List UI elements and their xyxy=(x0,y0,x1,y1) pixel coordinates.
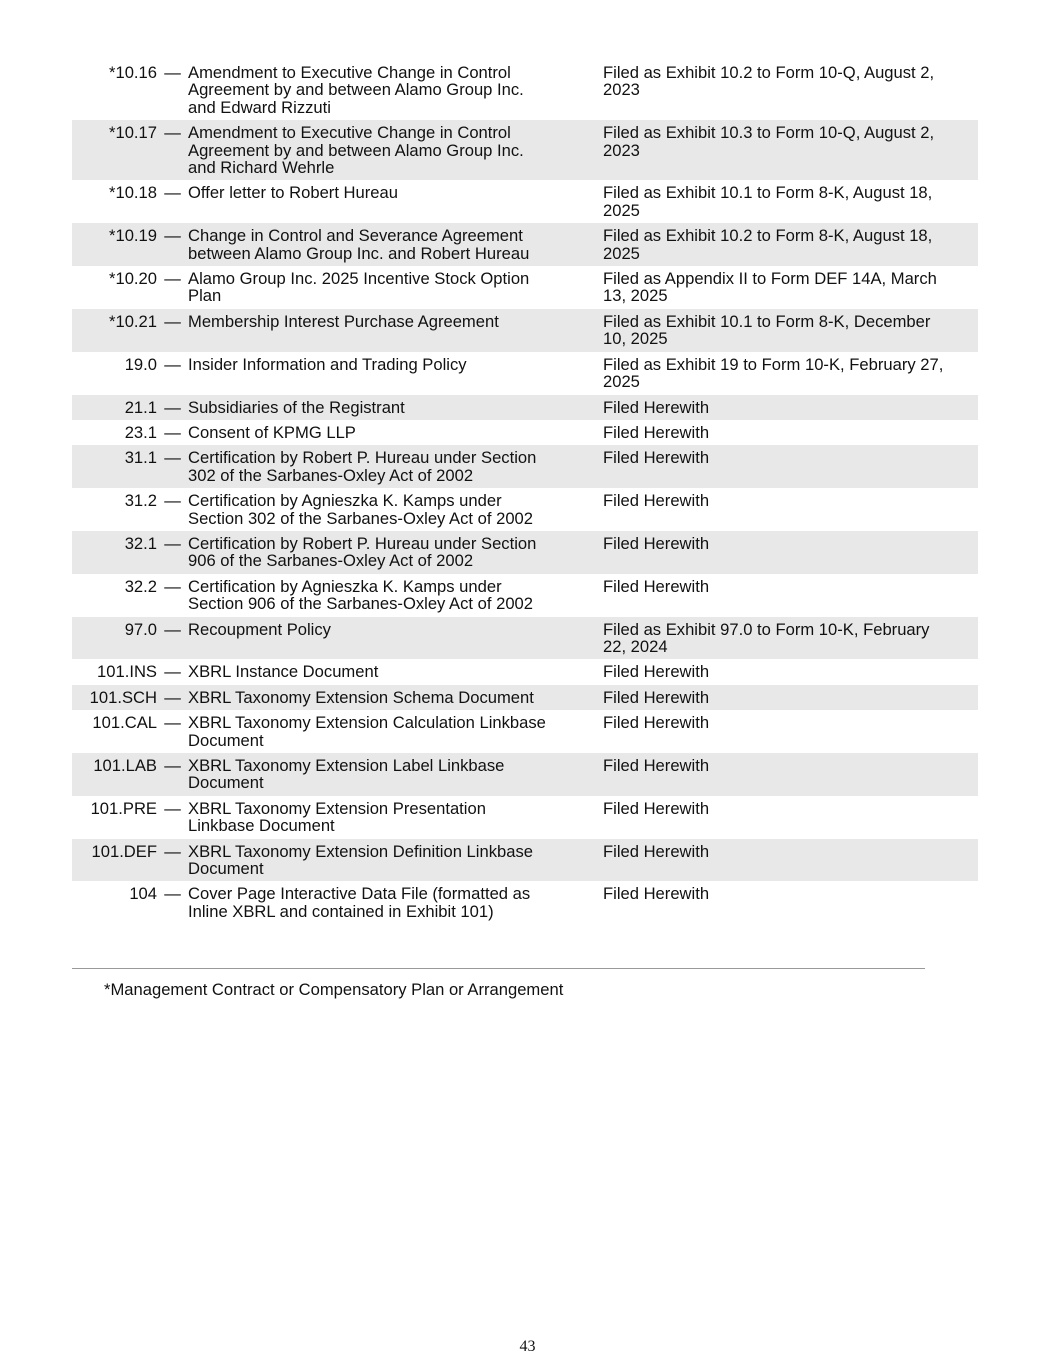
filing-line: Filed as Exhibit 10.2 to Form 10-Q, August 2, xyxy=(603,63,935,82)
exhibit-number: 101.SCH xyxy=(89,687,157,707)
exhibit-number: 101.PRE xyxy=(90,798,157,818)
description-line: XBRL Taxonomy Extension Calculation Linkbase xyxy=(188,713,546,733)
description-line: Cover Page Interactive Data File (formatted as xyxy=(188,884,531,904)
filing-line: Filed Herewith xyxy=(603,491,710,511)
exhibit-row xyxy=(72,420,978,445)
exhibit-row xyxy=(72,685,978,710)
exhibit-description xyxy=(188,800,588,835)
filing-line: 10, 2025 xyxy=(603,329,668,349)
filing-line: 2023 xyxy=(603,80,640,100)
separator-dash: — xyxy=(164,756,181,775)
filing-line: Filed as Exhibit 10.1 to Form 8-K, August 18, xyxy=(603,183,933,203)
filing-line: Filed Herewith xyxy=(603,687,710,707)
separator-dash: — xyxy=(164,662,181,682)
filing-line: 13, 2025 xyxy=(603,286,668,306)
filing-line: Filed as Exhibit 10.3 to Form 10-Q, August 2, xyxy=(603,123,935,143)
description-line: and Richard Wehrle xyxy=(188,158,335,178)
description-line: XBRL Taxonomy Extension Label Linkbase xyxy=(188,756,505,775)
filing-reference xyxy=(603,313,973,348)
exhibit-row xyxy=(72,266,978,309)
footnote: *Management Contract or Compensatory Plan or Arrangement xyxy=(104,980,564,999)
filing-line: Filed Herewith xyxy=(603,397,710,417)
exhibit-description xyxy=(188,843,588,878)
exhibit-row xyxy=(72,445,978,488)
separator-dash: — xyxy=(164,123,181,143)
filing-reference xyxy=(603,714,973,749)
exhibit-description xyxy=(188,424,588,441)
description-line: 906 of the Sarbanes-Oxley Act of 2002 xyxy=(188,551,474,571)
filing-reference xyxy=(603,227,973,262)
exhibit-number: 101.INS xyxy=(97,662,157,682)
filing-line: Filed Herewith xyxy=(603,713,710,733)
filing-reference xyxy=(603,399,973,416)
filing-reference xyxy=(603,535,973,570)
filing-line: 2023 xyxy=(603,140,640,160)
description-line: Document xyxy=(188,773,264,793)
filing-line: 22, 2024 xyxy=(603,636,668,656)
exhibit-description xyxy=(188,492,588,527)
filing-line: Filed Herewith xyxy=(603,841,710,861)
description-line: between Alamo Group Inc. and Robert Hureau xyxy=(188,243,530,263)
exhibit-description xyxy=(188,124,588,176)
separator-dash: — xyxy=(164,884,181,904)
description-line: Document xyxy=(188,859,264,879)
exhibit-number: 97.0 xyxy=(124,619,157,639)
filing-line: Filed Herewith xyxy=(603,422,710,442)
filing-reference xyxy=(603,424,973,441)
exhibit-row xyxy=(72,796,978,839)
filing-reference xyxy=(603,885,973,920)
description-line: Section 302 of the Sarbanes-Oxley Act of 2002 xyxy=(188,508,534,528)
exhibit-description xyxy=(188,449,588,484)
description-line: Document xyxy=(188,730,264,750)
filing-line: 2025 xyxy=(603,200,640,220)
exhibit-number: *10.20 xyxy=(109,269,157,289)
exhibit-number: 101.LAB xyxy=(93,756,157,775)
description-line: Amendment to Executive Change in Control xyxy=(188,63,511,82)
filing-line: Filed as Exhibit 10.1 to Form 8-K, December xyxy=(603,311,931,331)
exhibit-description xyxy=(188,689,588,706)
exhibit-number: 31.2 xyxy=(124,491,157,511)
separator-dash: — xyxy=(164,422,181,442)
exhibit-number: 21.1 xyxy=(124,397,157,417)
description-line: and Edward Rizzuti xyxy=(188,97,331,117)
exhibit-description xyxy=(188,356,588,391)
exhibit-row xyxy=(72,352,978,395)
separator-dash: — xyxy=(164,269,181,289)
exhibit-description xyxy=(188,399,588,416)
separator-dash: — xyxy=(164,226,181,246)
description-line: XBRL Instance Document xyxy=(188,662,379,682)
separator-dash: — xyxy=(164,533,181,553)
footnote-divider xyxy=(72,968,925,969)
exhibit-number: *10.21 xyxy=(109,311,157,331)
exhibit-description xyxy=(188,621,588,656)
exhibit-number: *10.18 xyxy=(109,183,157,203)
exhibit-row xyxy=(72,753,978,796)
description-line: Amendment to Executive Change in Control xyxy=(188,123,511,143)
exhibit-number: 31.1 xyxy=(124,448,157,468)
filing-line: Filed as Exhibit 97.0 to Form 10-K, February xyxy=(603,619,930,639)
description-line: Certification by Robert P. Hureau under Section xyxy=(188,448,537,468)
separator-dash: — xyxy=(164,354,181,374)
exhibit-number: *10.17 xyxy=(109,123,157,143)
filing-line: Filed Herewith xyxy=(603,448,710,468)
filing-reference xyxy=(603,184,973,219)
filing-line: Filed Herewith xyxy=(603,662,710,682)
filing-reference xyxy=(603,492,973,527)
exhibit-row xyxy=(72,180,978,223)
description-line: XBRL Taxonomy Extension Presentation xyxy=(188,798,486,818)
separator-dash: — xyxy=(164,311,181,331)
description-line: XBRL Taxonomy Extension Definition Linkbase xyxy=(188,841,533,861)
exhibit-number: *10.19 xyxy=(109,226,157,246)
separator-dash: — xyxy=(164,713,181,733)
description-line: Agreement by and between Alamo Group Inc. xyxy=(188,80,524,100)
separator-dash: — xyxy=(164,183,181,203)
filing-reference xyxy=(603,757,973,792)
exhibit-description xyxy=(188,184,588,219)
exhibit-description xyxy=(188,227,588,262)
filing-reference xyxy=(603,124,973,176)
filing-line: 2025 xyxy=(603,372,640,392)
separator-dash: — xyxy=(164,491,181,511)
filing-reference xyxy=(603,64,973,116)
exhibit-row xyxy=(72,531,978,574)
description-line: Change in Control and Severance Agreement xyxy=(188,226,523,246)
description-line: Recoupment Policy xyxy=(188,619,331,639)
description-line: Certification by Robert P. Hureau under Section xyxy=(188,533,537,553)
filing-line: Filed Herewith xyxy=(603,798,710,818)
filing-reference xyxy=(603,621,973,656)
description-line: Inline XBRL and contained in Exhibit 101) xyxy=(188,901,494,921)
filing-line: Filed Herewith xyxy=(603,576,710,596)
description-line: Alamo Group Inc. 2025 Incentive Stock Option xyxy=(188,269,530,289)
filing-line: Filed Herewith xyxy=(603,756,710,775)
exhibit-number: 23.1 xyxy=(124,422,157,442)
exhibit-table xyxy=(72,60,978,924)
exhibit-row xyxy=(72,659,978,684)
separator-dash: — xyxy=(164,448,181,468)
exhibit-row xyxy=(72,395,978,420)
description-line: Offer letter to Robert Hureau xyxy=(188,183,398,203)
description-line: Membership Interest Purchase Agreement xyxy=(188,311,499,331)
filing-reference xyxy=(603,578,973,613)
exhibit-row xyxy=(72,710,978,753)
exhibit-description xyxy=(188,663,588,680)
filing-reference xyxy=(603,800,973,835)
filing-reference xyxy=(603,356,973,391)
exhibit-description xyxy=(188,313,588,348)
separator-dash: — xyxy=(164,687,181,707)
filing-line: Filed as Appendix II to Form DEF 14A, March xyxy=(603,269,937,289)
description-line: Insider Information and Trading Policy xyxy=(188,354,467,374)
exhibit-row xyxy=(72,120,978,180)
filing-reference xyxy=(603,449,973,484)
separator-dash: — xyxy=(164,63,181,82)
exhibit-row xyxy=(72,617,978,660)
exhibit-number: 19.0 xyxy=(124,354,157,374)
description-line: Section 906 of the Sarbanes-Oxley Act of 2002 xyxy=(188,594,534,614)
exhibit-description xyxy=(188,885,588,920)
description-line: Certification by Agnieszka K. Kamps under xyxy=(188,576,502,596)
exhibit-number: *10.16 xyxy=(109,63,157,82)
exhibit-description xyxy=(188,714,588,749)
page-number: 43 xyxy=(519,1338,536,1355)
exhibit-description xyxy=(188,64,588,116)
separator-dash: — xyxy=(164,576,181,596)
exhibit-description xyxy=(188,757,588,792)
exhibit-row xyxy=(72,839,978,882)
exhibit-row xyxy=(72,309,978,352)
exhibit-row xyxy=(72,60,978,120)
filing-line: Filed Herewith xyxy=(603,533,710,553)
filing-reference xyxy=(603,843,973,878)
description-line: Certification by Agnieszka K. Kamps under xyxy=(188,491,502,511)
description-line: XBRL Taxonomy Extension Schema Document xyxy=(188,687,534,707)
filing-reference xyxy=(603,663,973,680)
description-line: 302 of the Sarbanes-Oxley Act of 2002 xyxy=(188,465,474,485)
filing-line: Filed as Exhibit 19 to Form 10-K, February 27, xyxy=(603,354,944,374)
description-line: Subsidiaries of the Registrant xyxy=(188,397,405,417)
separator-dash: — xyxy=(164,397,181,417)
filing-line: Filed Herewith xyxy=(603,884,710,904)
exhibit-number: 104 xyxy=(129,884,157,904)
filing-reference xyxy=(603,689,973,706)
filing-line: 2025 xyxy=(603,243,640,263)
exhibit-number: 101.DEF xyxy=(91,841,157,861)
exhibit-description xyxy=(188,578,588,613)
description-line: Plan xyxy=(188,286,222,306)
exhibit-row xyxy=(72,223,978,266)
separator-dash: — xyxy=(164,619,181,639)
exhibit-row xyxy=(72,574,978,617)
filing-line: Filed as Exhibit 10.2 to Form 8-K, August 18, xyxy=(603,226,933,246)
description-line: Consent of KPMG LLP xyxy=(188,422,356,442)
exhibit-number: 32.1 xyxy=(124,533,157,553)
exhibit-row xyxy=(72,881,978,924)
separator-dash: — xyxy=(164,841,181,861)
description-line: Linkbase Document xyxy=(188,816,335,836)
exhibit-description xyxy=(188,535,588,570)
filing-reference xyxy=(603,270,973,305)
separator-dash: — xyxy=(164,798,181,818)
exhibit-description xyxy=(188,270,588,305)
exhibit-number: 101.CAL xyxy=(92,713,157,733)
exhibit-number: 32.2 xyxy=(124,576,157,596)
exhibit-row xyxy=(72,488,978,531)
description-line: Agreement by and between Alamo Group Inc. xyxy=(188,140,524,160)
